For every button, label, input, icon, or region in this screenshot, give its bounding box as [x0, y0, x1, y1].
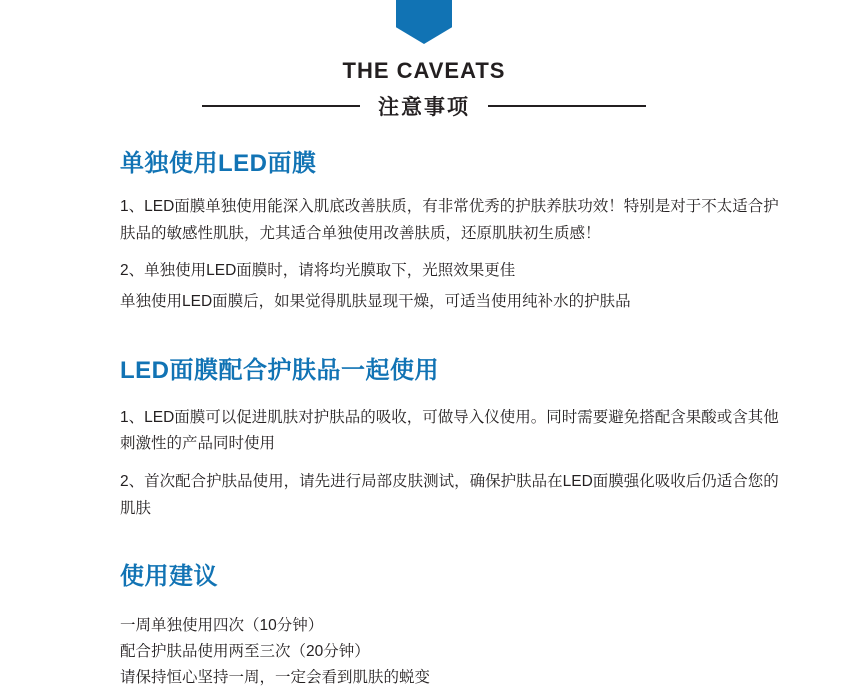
divider-right — [488, 105, 646, 107]
page-title-english: THE CAVEATS — [342, 58, 506, 83]
section-heading-usage-advice: 使用建议 — [120, 563, 218, 591]
page-header — [0, 0, 848, 121]
paragraph: 2、单独使用LED面膜时，请将均光膜取下，光照效果更佳 — [120, 262, 516, 280]
section-heading-solo-use: 单独使用LED面膜 — [120, 150, 317, 177]
section-heading-combined-use: LED面膜配合护肤品一起使用 — [120, 356, 439, 384]
paragraph: 1、LED面膜单独使用能深入肌底改善肤质，有非常优秀的护肤养肤功效！特别是对于不太适合护肤品的敏感性肌肤，尤其适合单独使用改善肤质，还原肌肤初生质感！ — [120, 198, 779, 242]
paragraph: 一周单独使用四次（10分钟） — [120, 617, 324, 635]
paragraph: 2、首次配合护肤品使用，请先进行局部皮肤测试，确保护肤品在LED面膜强化吸收后仍适合您的肌肤 — [120, 472, 779, 517]
divider-left — [202, 105, 360, 107]
page-title-chinese: 注意事项 — [378, 96, 470, 119]
section-usage-advice — [120, 556, 790, 690]
section-combined-use — [120, 350, 790, 523]
paragraph: 1、LED面膜可以促进肌肤对护肤品的吸收，可做导入仪使用。同时需要避免搭配含果酸或含其他刺激性的产品同时使用 — [120, 408, 779, 453]
section-solo-use — [120, 143, 790, 316]
paragraph: 请保持恒心坚持一周，一定会看到肌肤的蜕变 — [120, 669, 431, 687]
content-area — [0, 121, 848, 691]
page-title-row — [0, 91, 848, 121]
shield-badge-icon — [396, 0, 452, 44]
paragraph: 单独使用LED面膜后，如果觉得肌肤显现干燥，可适当使用纯补水的护肤品 — [120, 292, 631, 310]
paragraph: 配合护肤品使用两至三次（20分钟） — [120, 643, 370, 661]
